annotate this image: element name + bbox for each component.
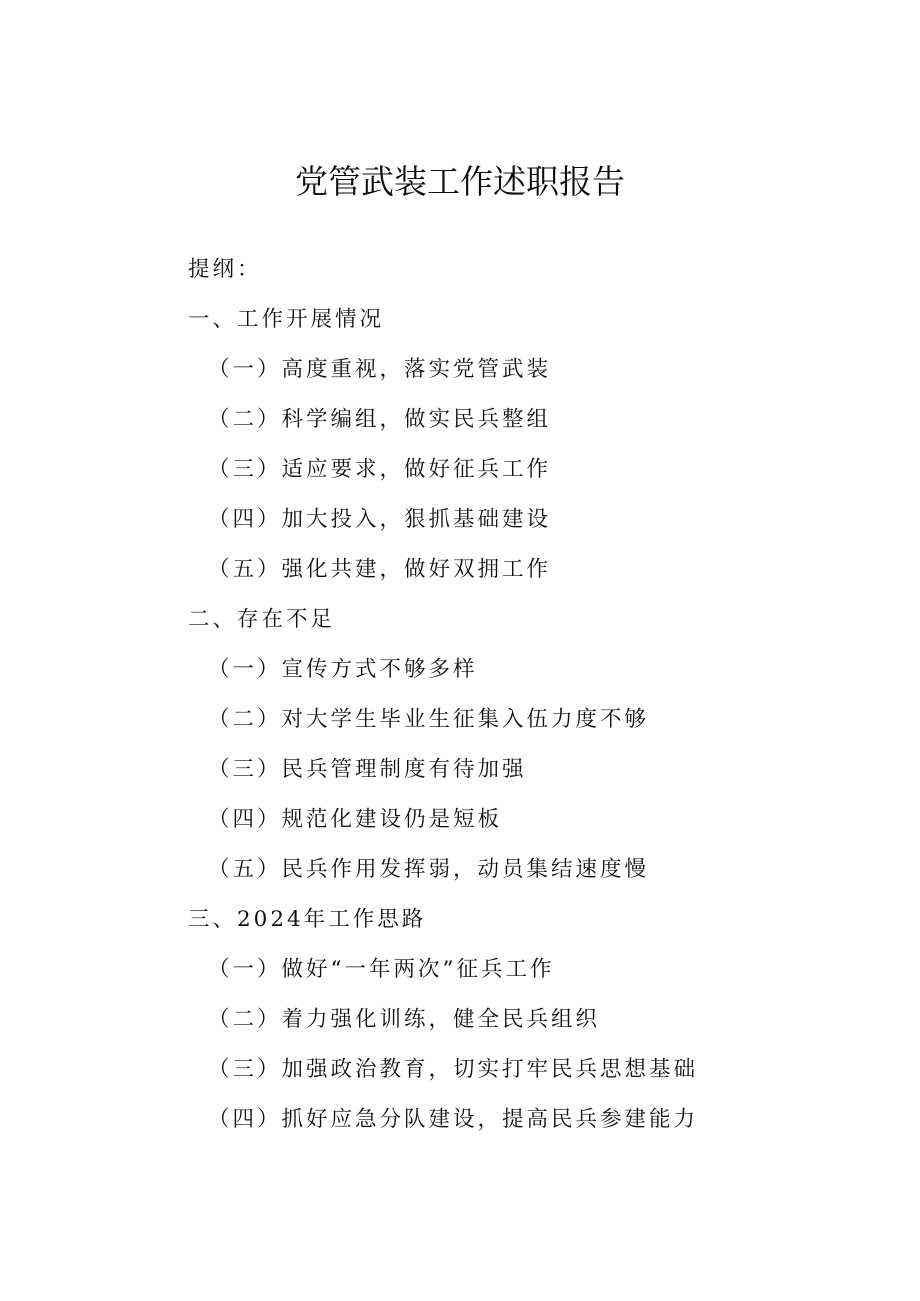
outline-item: （二）对大学生毕业生征集入伍力度不够	[208, 707, 650, 732]
section-heading: 三、2024年工作思路	[188, 907, 427, 932]
outline-item: （五）强化共建，做好双拥工作	[208, 557, 552, 582]
section-heading: 一、工作开展情况	[188, 307, 385, 332]
outline-item: （一）做好“一年两次”征兵工作	[208, 957, 555, 982]
outline	[0, 252, 920, 1152]
outline-item: （二）科学编组，做实民兵整组	[208, 407, 552, 432]
outline-item: （四）加大投入，狠抓基础建设	[208, 507, 552, 532]
outline-item: （五）民兵作用发挥弱，动员集结速度慢	[208, 857, 650, 882]
outline-item: （一）宣传方式不够多样	[208, 657, 478, 682]
outline-item: （二）着力强化训练，健全民兵组织	[208, 1007, 601, 1032]
outline-label: 提纲：	[188, 257, 262, 282]
outline-item: （三）民兵管理制度有待加强	[208, 757, 527, 782]
section-heading: 二、存在不足	[188, 607, 336, 632]
outline-item: （三）加强政治教育，切实打牢民兵思想基础	[208, 1057, 699, 1082]
outline-item: （三）适应要求，做好征兵工作	[208, 457, 552, 482]
outline-item: （四）规范化建设仍是短板	[208, 807, 503, 832]
outline-item: （一）高度重视，落实党管武装	[208, 357, 552, 382]
document-title: 党管武装工作述职报告	[295, 162, 625, 201]
outline-item: （四）抓好应急分队建设，提高民兵参建能力	[208, 1107, 699, 1132]
